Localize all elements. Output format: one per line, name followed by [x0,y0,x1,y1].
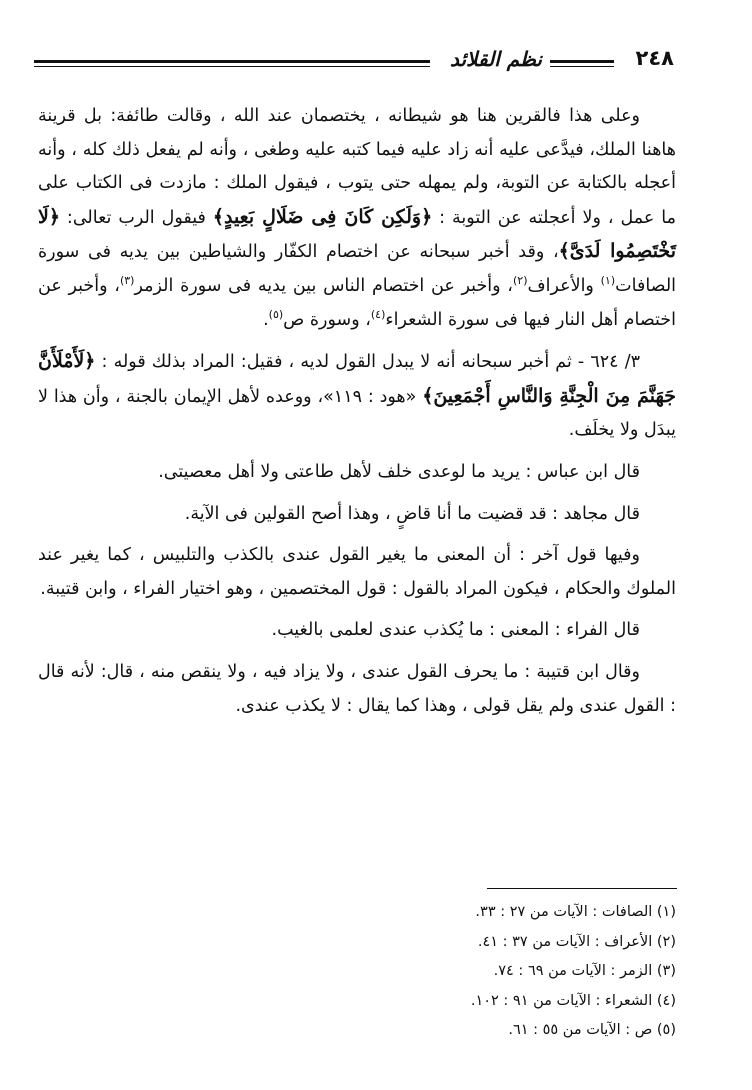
text-span: ، وقد أخبر سبحانه عن اختصام الكفّار والشياطين بين يديه فى سورة الصافات [38,242,677,296]
text-span: ، وسورة ص [283,309,371,330]
text-span: ، وأخبر عن اختصام الناس بين يديه فى سورة الزمر [134,275,513,296]
text-span: . [263,309,269,330]
footnote-ref[interactable]: (٢) [512,274,528,288]
text-span: ، وأخبر عن اختصام أهل النار فيها فى سورة الشعراء [38,275,676,330]
text-span: «هود : ١١٩»، ووعده لأهل الإيمان بالجنة ، وأن هذا لا يبدَل ولا يخلَف. [38,386,676,441]
header-rule-right [550,60,614,67]
paragraph-6: قال الفراء : المعنى : ما يُكذب عندى لعلمى بالغيب. [271,620,640,641]
text-span: ٣/ ٦٢٤ - ثم أخبر سبحانه أنه لا يبدل القول لديه ، فقيل: المراد بذلك قوله : [95,352,640,373]
paragraph-3: قال ابن عباس : يريد ما لوعدى خلف لأهل طاعتى ولا أهل معصيتى. [158,461,640,482]
paragraph-5: وفيها قول آخر : أن المعنى ما يغير القول عندى بالكذب والتلبيس ، كما يغير عند الملوك والحكام ، فيكون المراد بالقول : قول المختصمين ، وهو اختيار الفراء ، وابن قتيبة. [38,545,676,599]
main-text [38,100,676,731]
quran-verse: ﴿وَلَكِن كَانَ فِى ضَلَالٍ بَعِيدٍ﴾ [212,205,433,228]
footnotes [376,898,676,1046]
page-header [34,46,674,86]
footnote-2: (٢) الأعراف : الآيات من ٣٧ : ٤١. [477,933,676,950]
footnote-separator [487,888,677,889]
footnote-3: (٣) الزمر : الآيات من ٦٩ : ٧٤. [493,963,676,979]
footnote-1: (١) الصافات : الآيات من ٢٧ : ٣٣. [475,904,676,920]
paragraph-7: وقال ابن قتيبة : ما يحرف القول عندى ، ولا يزاد فيه ، ولا ينقص منه ، قال: لأنه قال : القول عندى ولم يقل قولى ، وهذا كما يقال : لا يكذب عندى. [38,661,676,716]
text-span: والأعراف [527,275,601,296]
text-span: فيقول الرب تعالى: [59,207,213,228]
footnote-ref[interactable]: (١) [600,274,616,288]
footnote-ref[interactable]: (٥) [268,307,284,321]
header-rule-left [34,60,430,67]
footnote-4: (٤) الشعراء : الآيات من ٩١ : ١٠٢. [470,992,676,1009]
page-number: ٢٤٨ [635,46,674,70]
quran-verse: ﴿لَا تَخْتَصِمُوا لَدَىَّ﴾ [38,205,676,263]
quran-verse: ﴿لَأَمْلَأَنَّ جَهَنَّمَ مِنَ الْجِنَّةِ وَالنَّاسِ أَجْمَعِينَ﴾ [38,350,676,407]
paragraph-4: قال مجاهد : قد قضيت ما أنا قاضٍ ، وهذا أصح القولين فى الآية. [184,503,640,524]
text-span: وعلى هذا فالقرين هنا هو شيطانه ، يختصمان عند الله ، وقالت طائفة: بل قرينة هاهنا الملك، فيدَّعى عليه أنه زاد عليه فيما كتبه عليه وطغى ، وأنه لم يفعل ذلك كله ، وأنه أعجله بالكتابة عن التوبة، ولم يمهله حتى يتوب ، فيقول الملك : مازدت فى الكتاب على ما عمل ، ولا أعجلته عن التوبة : [38,106,676,228]
footnote-ref[interactable]: (٤) [370,307,386,321]
paragraph-2 [38,345,676,448]
paragraph-1 [38,100,676,337]
footnote-ref[interactable]: (٣) [119,274,135,288]
running-title: نظم القلائد [449,47,542,71]
footnote-5: (٥) ص : الآيات من ٥٥ : ٦١. [508,1022,676,1038]
